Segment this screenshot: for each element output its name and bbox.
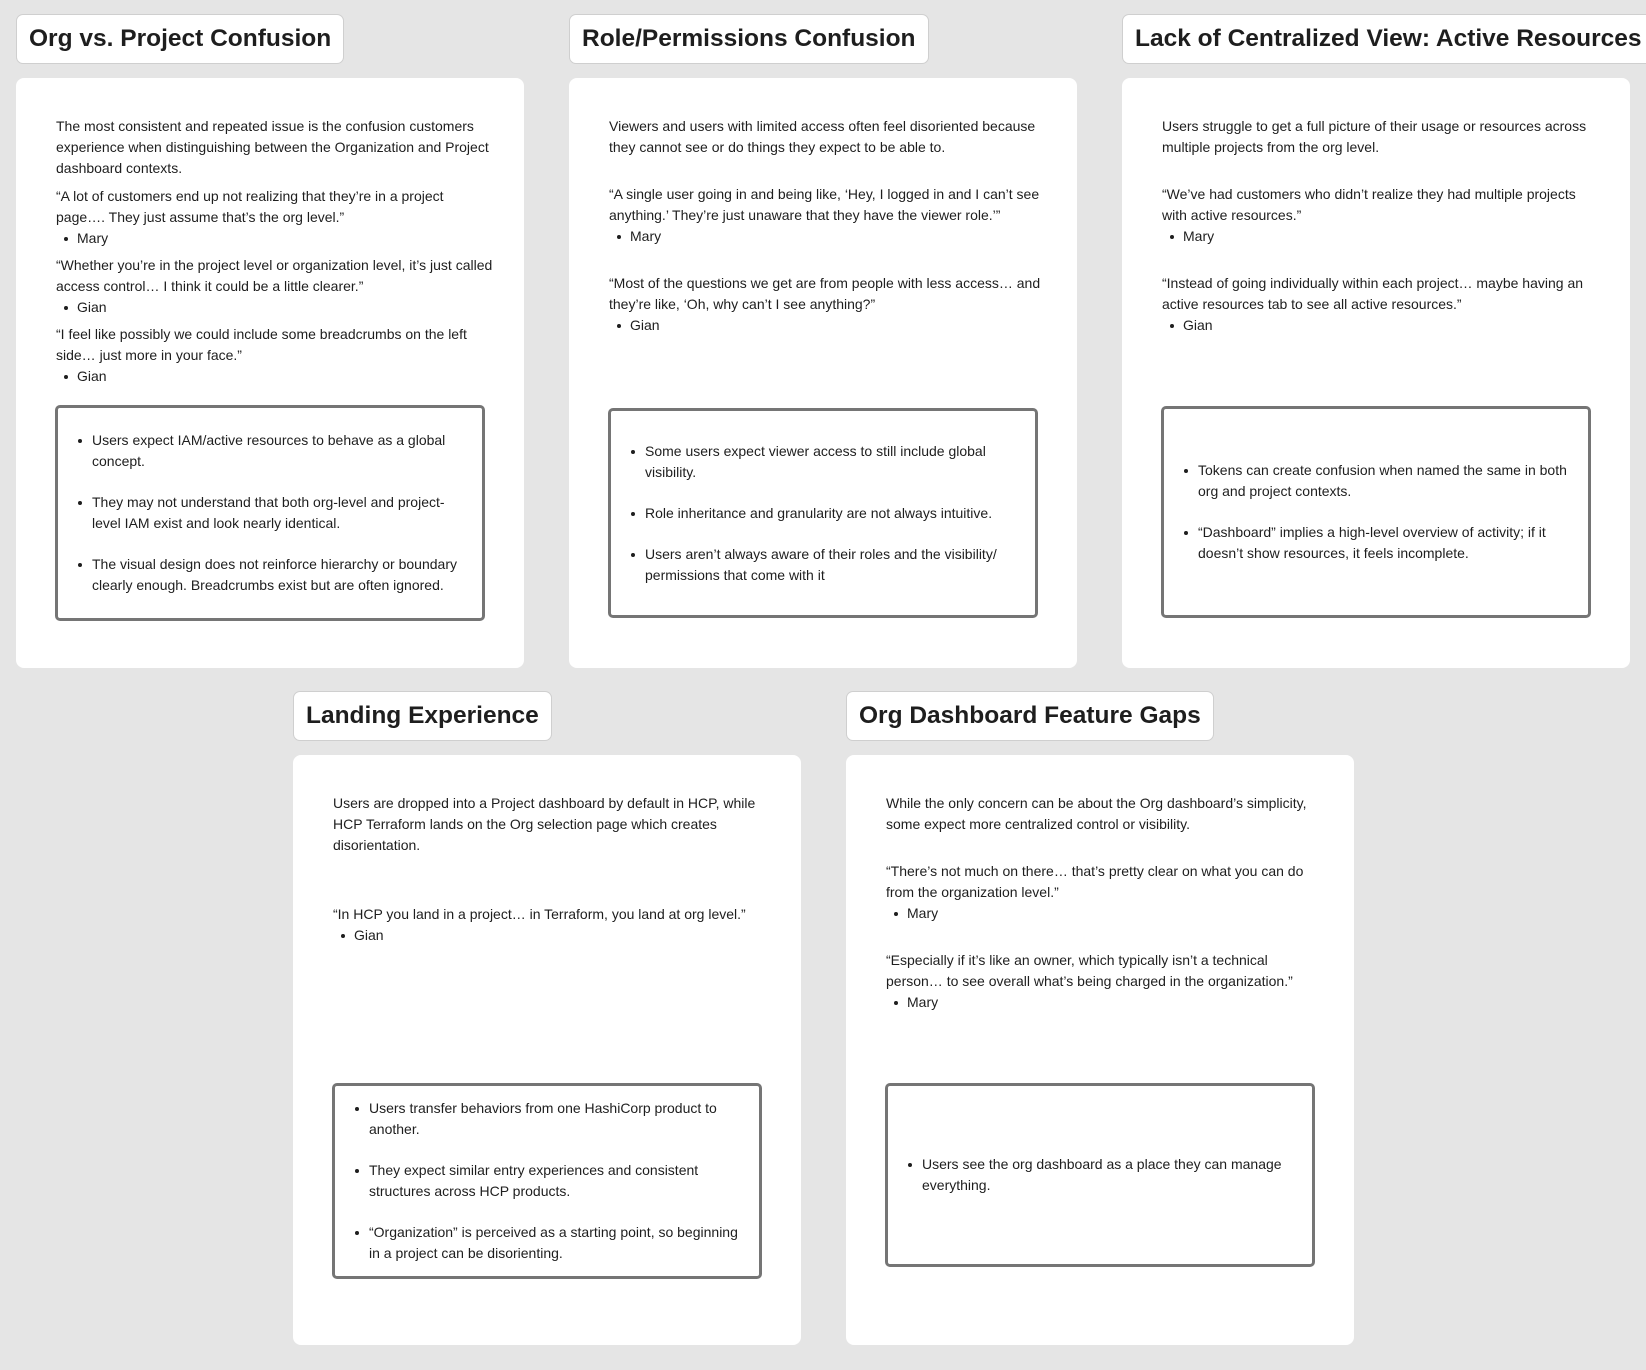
insight-item: Tokens can create confusion when named the same in both org and project contexts.	[1184, 460, 1572, 502]
quote-text: “Whether you’re in the project level or organization level, it’s just called access control… I think it could be a little clearer.”	[56, 257, 493, 294]
quote-author: Gian	[64, 297, 496, 318]
quote	[609, 273, 1049, 336]
intro-text: While the only concern can be about the Org dashboard’s simplicity, some expect more centralized control or visibility.	[886, 795, 1307, 832]
quote	[333, 904, 773, 946]
insight-item: “Organization” is perceived as a starting point, so beginning in a project can be disorienting.	[355, 1222, 743, 1264]
section-card	[569, 78, 1077, 668]
section-card	[293, 755, 801, 1345]
quote-author: Mary	[1170, 226, 1602, 247]
quote	[1162, 184, 1602, 247]
quote-author: Gian	[617, 315, 1049, 336]
quote-text: “A single user going in and being like, ‘Hey, I logged in and I can’t see anything.’ They’re just unaware that they have the viewer role.’”	[609, 186, 1040, 223]
quote-author: Mary	[64, 228, 496, 249]
section-title: Org vs. Project Confusion	[16, 14, 344, 64]
insight-item: The visual design does not reinforce hierarchy or boundary clearly enough. Breadcrumbs exist but are often ignored.	[78, 554, 466, 596]
quote-author: Gian	[64, 366, 496, 387]
quote-author: Mary	[894, 903, 1326, 924]
insight-item: Users expect IAM/active resources to behave as a global concept.	[78, 430, 466, 472]
intro-text: Users struggle to get a full picture of their usage or resources across multiple projects from the org level.	[1162, 118, 1587, 155]
quote-text: “Especially if it’s like an owner, which typically isn’t a technical person… to see overall what’s being charged in the organization.”	[886, 952, 1293, 989]
intro-text: The most consistent and repeated issue is the confusion customers experience when distinguishing between the Organization and Project dashboard contexts.	[56, 118, 489, 176]
quote-text: “We’ve had customers who didn’t realize they had multiple projects with active resources.”	[1162, 186, 1576, 223]
section-title: Role/Permissions Confusion	[569, 14, 929, 64]
quote	[886, 861, 1326, 924]
card-body	[1162, 116, 1602, 342]
quote-author: Mary	[894, 992, 1326, 1013]
section-title: Org Dashboard Feature Gaps	[846, 691, 1214, 741]
quote-text: “Instead of going individually within each project… maybe having an active resources tab to see all active resources.”	[1162, 275, 1584, 312]
quote	[56, 186, 496, 249]
card-body	[886, 793, 1326, 1019]
insight-item: They may not understand that both org-level and project-level IAM exist and look nearly identical.	[78, 492, 466, 534]
quote-text: “I feel like possibly we could include some breadcrumbs on the left side… just more in your face.”	[56, 326, 467, 363]
quote-author: Gian	[1170, 315, 1602, 336]
section-title: Lack of Centralized View: Active Resources	[1122, 14, 1646, 64]
insight-box	[332, 1083, 762, 1279]
quote	[56, 324, 496, 387]
section-card	[1122, 78, 1630, 668]
card-body	[56, 116, 496, 393]
insight-box	[608, 408, 1038, 618]
quote	[1162, 273, 1602, 336]
quote-author: Mary	[617, 226, 1049, 247]
insight-box	[1161, 406, 1591, 618]
quote-text: “Most of the questions we get are from people with less access… and they’re like, ‘Oh, why can’t I see anything?”	[609, 275, 1041, 312]
insight-item: Users aren’t always aware of their roles and the visibility/ permissions that come with it	[631, 544, 1019, 586]
quote-text: “There’s not much on there… that’s pretty clear on what you can do from the organization level.”	[886, 863, 1304, 900]
insight-item: Users transfer behaviors from one HashiCorp product to another.	[355, 1098, 743, 1140]
quote	[56, 255, 496, 318]
quote	[609, 184, 1049, 247]
insight-box	[55, 405, 485, 621]
intro-text: Viewers and users with limited access often feel disoriented because they cannot see or do things they expect to be able to.	[609, 118, 1036, 155]
card-body	[609, 116, 1049, 342]
card-body	[333, 793, 773, 952]
section-card	[16, 78, 524, 668]
insight-item: Users see the org dashboard as a place they can manage everything.	[908, 1154, 1296, 1196]
insight-item: Some users expect viewer access to still include global visibility.	[631, 441, 1019, 483]
intro-text: Users are dropped into a Project dashboard by default in HCP, while HCP Terraform lands on the Org selection page which creates disorientation.	[333, 795, 756, 853]
insight-item: Role inheritance and granularity are not always intuitive.	[631, 503, 1019, 524]
insight-item: “Dashboard” implies a high-level overview of activity; if it doesn’t show resources, it feels incomplete.	[1184, 522, 1572, 564]
insight-box	[885, 1083, 1315, 1267]
section-card	[846, 755, 1354, 1345]
section-title: Landing Experience	[293, 691, 552, 741]
quote-text: “In HCP you land in a project… in Terraform, you land at org level.”	[333, 906, 746, 922]
quote	[886, 950, 1326, 1013]
quote-text: “A lot of customers end up not realizing that they’re in a project page…. They just assume that’s the org level.”	[56, 188, 444, 225]
insight-item: They expect similar entry experiences and consistent structures across HCP products.	[355, 1160, 743, 1202]
quote-author: Gian	[341, 925, 773, 946]
